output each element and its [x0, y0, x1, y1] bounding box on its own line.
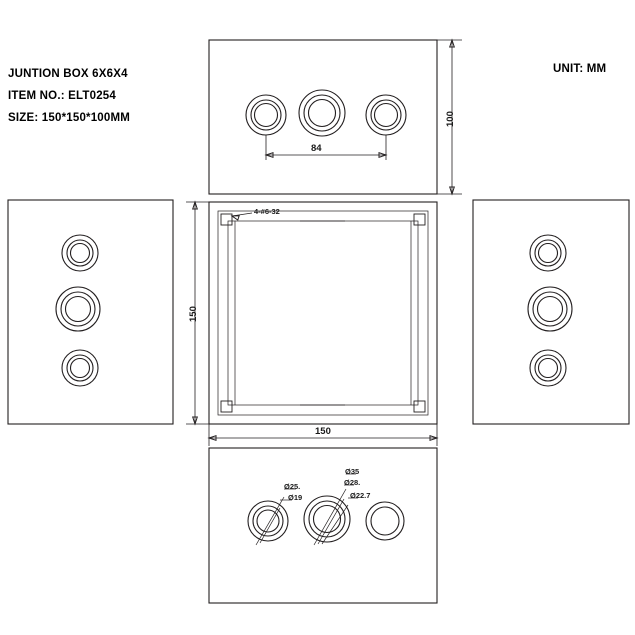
bottom-view-geometry [209, 448, 437, 603]
title-line-product: JUNTION BOX 6X6X4 [8, 68, 128, 80]
top-view-width-dimension: 84 [311, 143, 322, 154]
bottom-view-callout-d28: Ø28. [344, 478, 361, 487]
right-side-view-geometry [473, 200, 629, 424]
left-side-view-geometry [8, 200, 173, 424]
bottom-view-callout-d25: Ø25. [284, 482, 301, 491]
front-view-geometry [186, 202, 437, 446]
bottom-view-callout-d227: Ø22.7 [350, 491, 371, 500]
title-line-item-no: ITEM NO.: ELT0254 [8, 90, 116, 102]
bottom-view-callout-d35: Ø35 [345, 467, 360, 476]
front-view-width-dimension: 150 [315, 426, 331, 437]
top-view-geometry [209, 40, 462, 194]
bottom-view-callout-d19: Ø19 [288, 493, 303, 502]
unit-note: UNIT: MM [553, 63, 607, 75]
top-view-height-dimension: 100 [445, 111, 456, 127]
title-line-size: SIZE: 150*150*100MM [8, 112, 131, 124]
front-view-screw-callout: 4-#6-32 [254, 207, 280, 216]
front-view-height-dimension: 150 [188, 306, 199, 322]
